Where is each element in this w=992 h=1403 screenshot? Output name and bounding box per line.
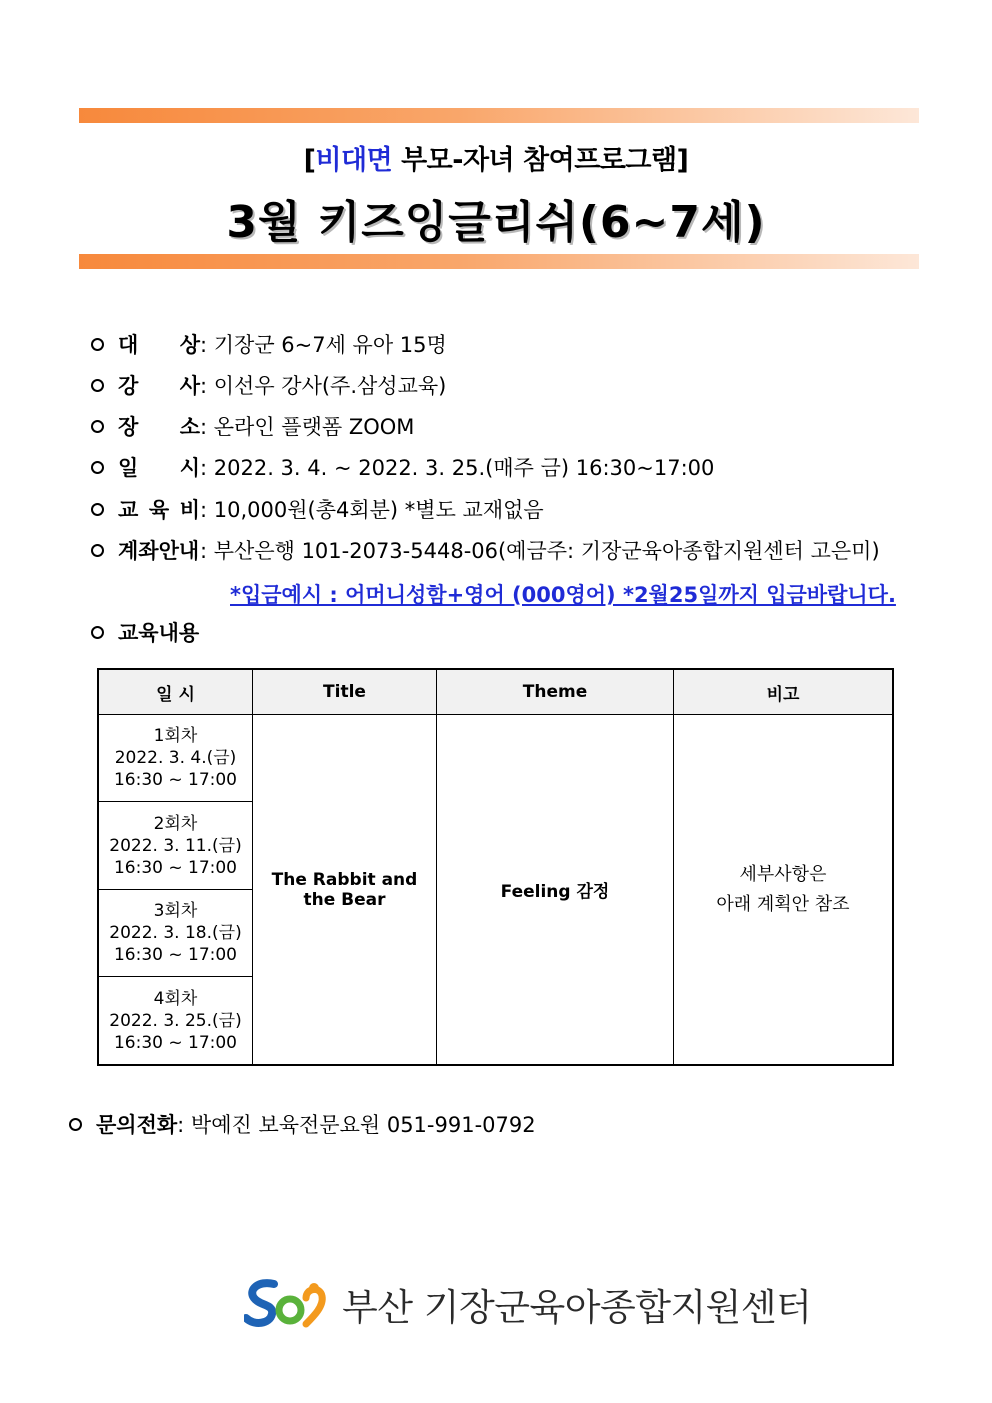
session-cell: 2회차 2022. 3. 11.(금) 16:30 ~ 17:00 [98,802,253,889]
table-header-row [98,669,893,715]
footer-logo [244,1276,811,1332]
deposit-note: *입금예시 : 어머니성함+영어 (000영어) *2월25일까지 입금바랍니다. [230,583,896,607]
session-cell: 1회차 2022. 3. 4.(금) 16:30 ~ 17:00 [98,715,253,802]
circle-bullet-icon [69,1118,82,1131]
info-row-instructor: 강 사: 이선우 강사(주.삼성교육) [86,373,446,399]
info-row-fee: 교 육 비: 10,000원(총4회분) *별도 교재없음 [86,497,544,523]
info-row-schedule: 일 시: 2022. 3. 4. ~ 2022. 3. 25.(매주 금) 16:30~17:00 [86,455,714,481]
title-cell: The Rabbit and the Bear [253,715,437,1066]
session-cell: 3회차 2022. 3. 18.(금) 16:30 ~ 17:00 [98,889,253,976]
header-theme: Theme [437,669,674,715]
circle-bullet-icon [91,626,104,639]
header-note: 비고 [674,669,894,715]
header-title: Title [253,669,437,715]
header-datetime: 일 시 [98,669,253,715]
circle-bullet-icon [91,379,104,392]
session-cell: 4회차 2022. 3. 25.(금) 16:30 ~ 17:00 [98,977,253,1065]
circle-bullet-icon [91,420,104,433]
circle-bullet-icon [91,544,104,557]
content-label-row: 교육내용 [86,620,199,646]
theme-cell: Feeling 감정 [437,715,674,1066]
org-name: 부산 기장군육아종합지원센터 [342,1286,812,1329]
schedule-table [97,668,894,1066]
center-logo-icon [244,1276,330,1332]
circle-bullet-icon [91,461,104,474]
page-title: 3월 키즈잉글리쉬(6~7세) [226,197,766,248]
contact-row: 문의전화: 박예진 보육전문요원 051-991-0792 [64,1109,536,1139]
subtitle-highlight: 비대면 [315,145,393,176]
info-row-account: 계좌안내: 부산은행 101-2073-5448-06(예금주: 기장군육아종합지원센터 고은미) [86,538,880,564]
program-subtitle: [비대면 부모-자녀 참여프로그램] [303,145,689,176]
header-bottom-bar [79,254,919,269]
note-cell: 세부사항은 아래 계획안 참조 [674,715,894,1066]
header-top-bar [79,108,919,123]
circle-bullet-icon [91,503,104,516]
table-row [98,715,893,802]
info-row-target: 대 상: 기장군 6~7세 유아 15명 [86,332,447,358]
info-row-place: 장 소: 온라인 플랫폼 ZOOM [86,414,414,440]
circle-bullet-icon [91,338,104,351]
